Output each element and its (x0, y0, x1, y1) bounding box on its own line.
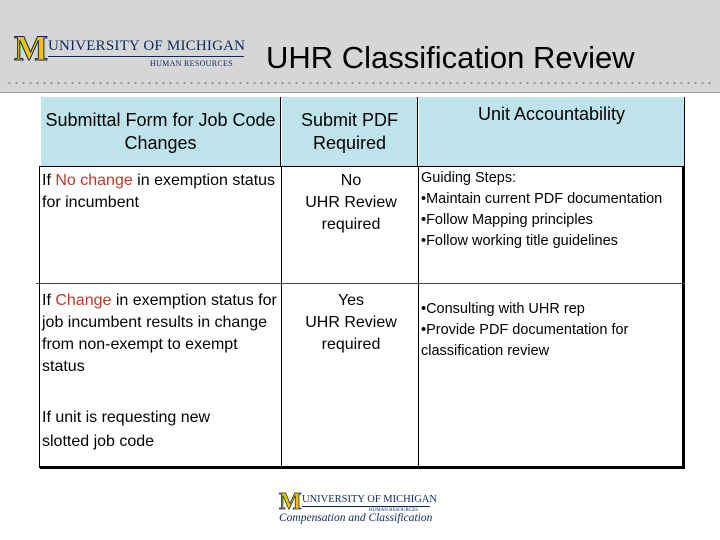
list-item: •Maintain current PDF documentation (421, 191, 663, 207)
footer-block-m-icon: M (279, 489, 302, 515)
footer-logo-university: UNIVERSITY OF MICHIGAN (302, 494, 437, 505)
row3-submittal-form: If unit is requesting new slotted job code (42, 409, 211, 450)
footer-logo-department: HUMAN RESOURCES (369, 508, 419, 513)
column-header-unit-accountability: Unit Accountability (419, 97, 684, 167)
row1-submittal-form: If No change in exemption status for incumbent (42, 172, 276, 211)
footer-logo-subtitle: Compensation and Classification (279, 512, 433, 524)
row1-pdf-required: No UHR Review required (305, 172, 397, 233)
block-m-icon: M (14, 28, 47, 68)
column-divider-1 (281, 167, 282, 469)
row1-unit-accountability (421, 168, 683, 252)
row2-submittal-form: If Change in exemption status for job incumbent results in change from non-exempt to exempt status (42, 292, 277, 375)
table-left-rule (39, 166, 40, 468)
row2-unit-accountability (421, 299, 683, 362)
row-divider (36, 283, 685, 284)
logo-department-text: HUMAN RESOURCES (150, 59, 233, 68)
footer-logo-divider (302, 506, 430, 507)
column-header-submittal-form: Submittal Form for Job Code Changes (41, 97, 281, 167)
row2-pdf-required: Yes UHR Review required (305, 292, 397, 353)
footer-logo (279, 490, 439, 530)
logo-divider (48, 56, 244, 57)
list-item: Guiding Steps: (421, 170, 517, 186)
list-item: •Follow working title guidelines (421, 233, 618, 249)
header-banner (0, 0, 720, 93)
list-item: •Follow Mapping principles (421, 212, 593, 228)
change-highlight: Change (55, 292, 112, 309)
banner-dotted-rule (6, 82, 714, 84)
column-divider-2 (418, 167, 419, 469)
page-title: UHR Classification Review (266, 40, 635, 75)
university-logo (14, 28, 254, 68)
logo-university-text: UNIVERSITY OF MICHIGAN (48, 38, 246, 54)
list-item: •Consulting with UHR rep (421, 301, 585, 317)
header-row-divider (40, 166, 685, 167)
column-header-submit-pdf: Submit PDF Required (282, 97, 418, 167)
list-item: •Provide PDF documentation for classification review (421, 322, 629, 359)
no-change-highlight: No change (55, 172, 133, 189)
